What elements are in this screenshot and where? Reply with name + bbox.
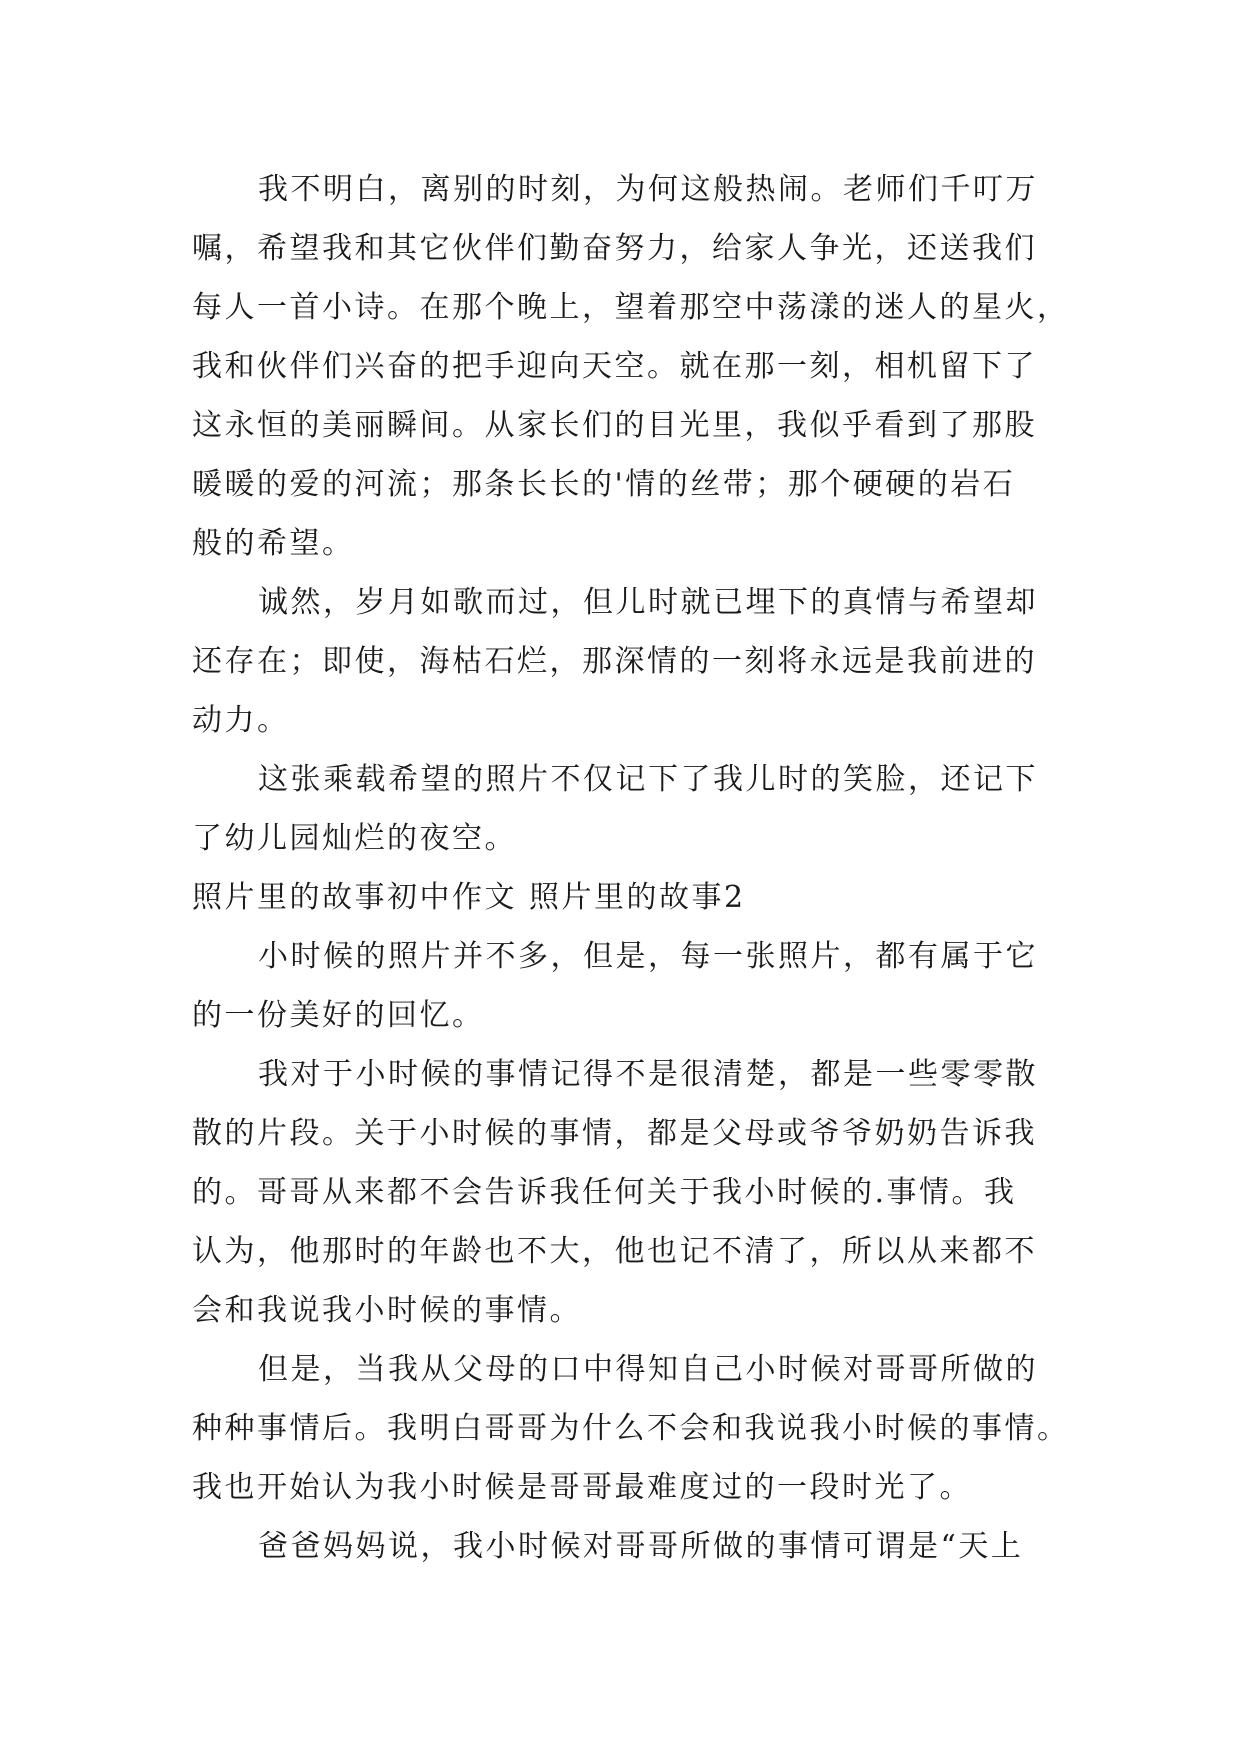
text-line: 我不明白，离别的时刻，为何这般热闹。老师们千叮万	[258, 172, 1038, 207]
paragraph-photo	[192, 750, 1052, 868]
text-line: 了幼儿园灿烂的夜空。	[192, 821, 517, 856]
paragraph-brother	[192, 1340, 1070, 1517]
text-line: 暖暖的爱的河流；那条长长的'情的丝带；那个硬硬的岩石	[192, 467, 1016, 502]
text-line: 我对于小时候的事情记得不是很清楚，都是一些零零散	[258, 1057, 1038, 1092]
document-page	[192, 160, 1070, 1576]
paragraph-parents	[192, 1517, 1052, 1576]
paragraph-childhood-photos	[192, 927, 1052, 1045]
text-line: 会和我说我小时候的事情。	[192, 1293, 582, 1328]
text-line: 嘱，希望我和其它伙伴们勤奋努力，给家人争光，还送我们	[192, 231, 1037, 266]
text-line: 认为，他那时的年龄也不大，他也记不清了，所以从来都不	[192, 1234, 1037, 1269]
text-line: 诚然，岁月如歌而过，但儿时就已埋下的真情与希望却	[258, 585, 1038, 620]
paragraph-farewell	[192, 160, 1070, 573]
text-line: 我也开始认为我小时候是哥哥最难度过的一段时光了。	[192, 1470, 972, 1505]
text-line: 这永恒的美丽瞬间。从家长们的目光里，我似乎看到了那股	[192, 408, 1037, 443]
text-line: 动力。	[192, 703, 290, 738]
paragraph-years	[192, 573, 1052, 750]
section-heading	[192, 868, 1052, 927]
text-line: 的一份美好的回忆。	[192, 998, 485, 1033]
text-line: 散的片段。关于小时候的事情，都是父母或爷爷奶奶告诉我	[192, 1116, 1037, 1151]
text-line: 但是，当我从父母的口中得知自己小时候对哥哥所做的	[258, 1352, 1038, 1387]
paragraph-memories	[192, 1045, 1052, 1340]
text-line: 这张乘载希望的照片不仅记下了我儿时的笑脸，还记下	[258, 762, 1038, 797]
text-line: 爸爸妈妈说，我小时候对哥哥所做的事情可谓是“天上	[258, 1529, 1024, 1564]
text-line: 每人一首小诗。在那个晚上，望着那空中荡漾的迷人的星火，	[192, 290, 1070, 325]
text-line: 还存在；即使，海枯石烂，那深情的一刻将永远是我前进的	[192, 644, 1037, 679]
text-line: 种种事情后。我明白哥哥为什么不会和我说我小时候的事情。	[192, 1411, 1070, 1446]
heading-text: 照片里的故事初中作文 照片里的故事2	[192, 880, 746, 915]
text-line: 我和伙伴们兴奋的把手迎向天空。就在那一刻，相机留下了	[192, 349, 1037, 384]
text-line: 般的希望。	[192, 526, 355, 561]
text-line: 的。哥哥从来都不会告诉我任何关于我小时候的.事情。我	[192, 1175, 1017, 1210]
text-line: 小时候的照片并不多，但是，每一张照片，都有属于它	[258, 939, 1038, 974]
